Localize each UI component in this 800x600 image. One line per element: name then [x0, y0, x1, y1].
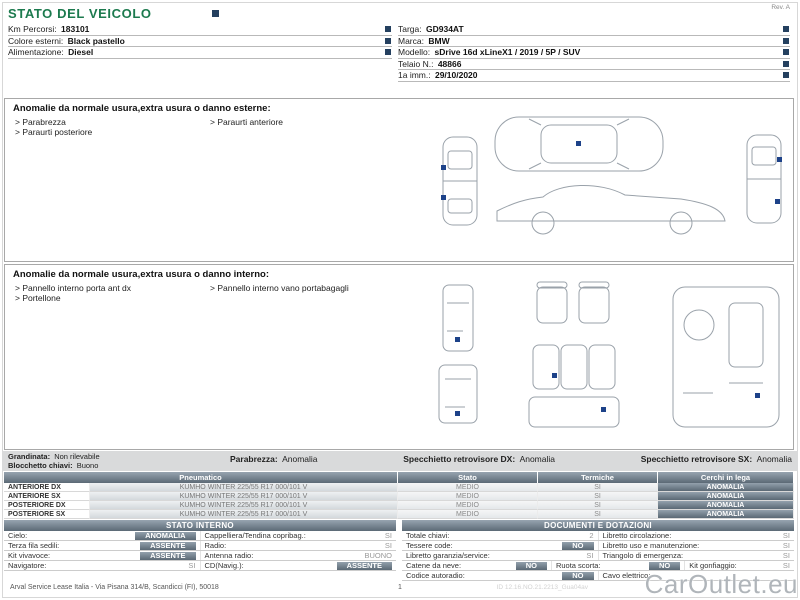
- damage-marker: [777, 157, 782, 162]
- status-badge: ASSENTE: [140, 542, 195, 550]
- field-label: Navigatore:: [8, 561, 47, 570]
- field-marker-icon: [385, 26, 391, 32]
- field-label: Telaio N.:: [398, 58, 434, 69]
- status-badge: ASSENTE: [337, 562, 392, 570]
- summary-item: [403, 454, 555, 464]
- table-row: [402, 551, 794, 561]
- tire-stato: MEDIO: [398, 483, 538, 492]
- field-pair: [598, 551, 795, 560]
- interior-damage-markers: [455, 337, 760, 416]
- table-row: [4, 531, 396, 541]
- field-value: SI: [782, 551, 790, 560]
- tire-cerchi-status: ANOMALIA: [658, 492, 794, 501]
- damage-marker: [775, 199, 780, 204]
- field-label: Colore esterni:: [8, 35, 64, 46]
- field-value: BMW: [428, 35, 450, 46]
- external-anomalies-col1: [15, 118, 205, 137]
- field-pair: [4, 541, 200, 550]
- field-label: Antenna radio:: [204, 551, 254, 560]
- field-label: Libretto garanzia/service:: [406, 551, 490, 560]
- vehicle-info-left: [8, 24, 392, 59]
- summary-left: [8, 453, 100, 470]
- table-row: [4, 561, 396, 571]
- status-badge: NO: [516, 562, 547, 570]
- field-value: 183101: [61, 24, 90, 34]
- anomaly-item: > Portellone: [15, 294, 205, 304]
- field-marker-icon: [783, 61, 789, 67]
- summary-value: Anomalia: [756, 454, 792, 464]
- internal-anomalies-section: [4, 264, 794, 450]
- tire-stato: MEDIO: [398, 501, 538, 510]
- tire-spec: KUMHO WINTER 225/55 R17 000/101 V: [90, 492, 398, 501]
- revision-label: Rev. A: [771, 4, 790, 11]
- field-label: Kit vivavoce:: [8, 551, 51, 560]
- field-colore-esterni: [8, 36, 392, 48]
- status-badge: NO: [649, 562, 680, 570]
- tires-header-cerchi: Cerchi in lega: [658, 472, 794, 483]
- field-value: SI: [782, 541, 790, 550]
- field-label: Catene da neve:: [406, 561, 462, 570]
- dashboard-view: [673, 287, 779, 427]
- table-row: [402, 541, 794, 551]
- field-telaio: [398, 59, 790, 71]
- anomaly-item: > Parabrezza: [15, 118, 205, 128]
- field-value: SI: [188, 561, 196, 570]
- field-pair: [598, 541, 795, 550]
- field-label: Cielo:: [8, 531, 28, 540]
- stato-interno-title: STATO INTERNO: [4, 520, 396, 531]
- field-pair: [200, 531, 397, 540]
- interior-car-diagram: [433, 273, 789, 445]
- internal-anomalies-title: Anomalie da normale usura,extra usura o danno interno:: [13, 269, 270, 280]
- status-badge: ASSENTE: [140, 552, 195, 560]
- field-modello: [398, 47, 790, 59]
- field-label: CD(Navig.):: [204, 561, 244, 570]
- field-value: 29/10/2020: [434, 70, 478, 80]
- summary-right: [230, 454, 792, 464]
- table-row: [402, 531, 794, 541]
- tire-position: POSTERIORE SX: [4, 510, 90, 519]
- field-pair: [200, 541, 397, 550]
- tires-header-pneumatico: Pneumatico: [4, 472, 398, 483]
- footer-address: Arval Service Lease Italia - Via Pisana 314/B, Scandicci (FI), 50018: [10, 584, 219, 591]
- tire-cerchi-status: ANOMALIA: [658, 483, 794, 492]
- field-value: sDrive 16d xLineX1 / 2019 / 5P / SUV: [434, 47, 581, 57]
- documenti-title: DOCUMENTI E DOTAZIONI: [402, 520, 794, 531]
- tire-stato: MEDIO: [398, 492, 538, 501]
- field-label: Kit gonfiaggio:: [689, 561, 737, 570]
- door-panels: [439, 285, 477, 423]
- table-row: [4, 551, 396, 561]
- field-km-percorsi: [8, 24, 392, 36]
- field-pair: [200, 561, 397, 570]
- field-value: SI: [586, 551, 594, 560]
- field-label: Codice autoradio:: [406, 571, 465, 580]
- seats-plan-view: [529, 282, 619, 427]
- damage-marker: [601, 407, 606, 412]
- exterior-diagram-svg: [433, 103, 789, 257]
- status-badge: NO: [562, 542, 593, 550]
- field-label: Cavo elettrico:: [602, 571, 651, 580]
- damage-marker: [552, 373, 557, 378]
- external-anomalies-section: [4, 98, 794, 262]
- summary-value: Buono: [76, 460, 99, 470]
- anomaly-item: > Paraurti anteriore: [210, 118, 385, 128]
- field-label: Modello:: [398, 47, 431, 57]
- anomaly-item: > Pannello interno vano portabagagli: [210, 284, 385, 294]
- field-alimentazione: [8, 47, 392, 59]
- tire-position: ANTERIORE DX: [4, 483, 90, 492]
- field-pair: [402, 531, 598, 540]
- field-label: 1a imm.:: [398, 70, 431, 80]
- footer-doc-id: ID 12.16.NO.21.2213_Gua04av: [496, 584, 588, 591]
- summary-value: Anomalia: [519, 454, 555, 464]
- title-marker-icon: [212, 10, 219, 17]
- tire-termiche: SI: [538, 483, 658, 492]
- summary-label: Blocchetto chiavi:: [8, 460, 73, 470]
- field-pair: [402, 571, 598, 580]
- field-value: BUONO: [364, 551, 392, 560]
- field-marker-icon: [783, 38, 789, 44]
- summary-item: [230, 454, 318, 464]
- damage-marker: [455, 411, 460, 416]
- tire-termiche: SI: [538, 510, 658, 519]
- stato-interno-table: [4, 520, 396, 571]
- field-prima-immatricolazione: [398, 70, 790, 82]
- summary-value: Anomalia: [282, 454, 318, 464]
- field-value: 2: [589, 531, 594, 540]
- tire-cerchi-status: ANOMALIA: [658, 501, 794, 510]
- field-label: Triangolo di emergenza:: [602, 551, 684, 560]
- field-label: Cappelliera/Tendina copribag.:: [204, 531, 306, 540]
- damage-marker: [455, 337, 460, 342]
- tire-position: POSTERIORE DX: [4, 501, 90, 510]
- field-marker-icon: [783, 26, 789, 32]
- summary-label: Specchietto retrovisore SX:: [640, 454, 753, 464]
- field-pair: [4, 551, 200, 560]
- summary-label: Specchietto retrovisore DX:: [403, 454, 516, 464]
- field-pair: [402, 561, 551, 570]
- field-label: Radio:: [204, 541, 227, 550]
- summary-value: Non rilevabile: [54, 452, 100, 461]
- summary-item: [641, 454, 792, 464]
- field-pair: [402, 551, 598, 560]
- car-rear-view: [747, 135, 781, 223]
- field-label: Totale chiavi:: [406, 531, 450, 540]
- anomaly-item: > Pannello interno porta ant dx: [15, 284, 205, 294]
- damage-marker: [441, 165, 446, 170]
- tire-termiche: SI: [538, 492, 658, 501]
- tires-table: [4, 472, 794, 519]
- field-value: SI: [384, 531, 392, 540]
- tire-stato: MEDIO: [398, 510, 538, 519]
- field-value: SI: [782, 561, 790, 570]
- summary-label: Grandinata:: [8, 452, 51, 461]
- tire-spec: KUMHO WINTER 225/55 R17 000/101 V: [90, 483, 398, 492]
- field-targa: [398, 24, 790, 36]
- field-label: Ruota scorta:: [555, 561, 601, 570]
- field-label: Tessere code:: [406, 541, 453, 550]
- field-label: Terza fila sedili:: [8, 541, 60, 550]
- field-marker-icon: [783, 72, 789, 78]
- field-value: Diesel: [68, 47, 94, 57]
- damage-marker: [441, 195, 446, 200]
- page-title: STATO DEL VEICOLO: [8, 6, 152, 21]
- summary-label: Parabrezza:: [230, 454, 278, 464]
- page-number: 1: [398, 584, 402, 591]
- external-anomalies-col2: [210, 118, 385, 128]
- field-label: Libretto circolazione:: [602, 531, 672, 540]
- field-marker-icon: [385, 38, 391, 44]
- field-label: Alimentazione:: [8, 47, 64, 57]
- summary-item: [8, 462, 100, 471]
- field-value: SI: [384, 541, 392, 550]
- field-label: Targa:: [398, 24, 422, 34]
- field-marker-icon: [385, 49, 391, 55]
- field-marca: [398, 36, 790, 48]
- field-value: Black pastello: [67, 35, 125, 46]
- field-pair: [402, 541, 598, 550]
- interior-diagram-svg: [433, 273, 789, 445]
- tires-header-termiche: Termiche: [538, 472, 658, 483]
- field-value: GD934AT: [426, 24, 464, 34]
- field-value: SI: [782, 531, 790, 540]
- damage-marker: [576, 141, 581, 146]
- car-side-view: [497, 185, 725, 234]
- field-label: Libretto uso e manutenzione:: [602, 541, 700, 550]
- exterior-damage-markers: [441, 141, 782, 204]
- tire-cerchi-status: ANOMALIA: [658, 510, 794, 519]
- field-value: 48866: [437, 58, 462, 69]
- field-label: Marca:: [398, 35, 424, 46]
- tire-spec: KUMHO WINTER 225/55 R17 000/101 V: [90, 501, 398, 510]
- damage-marker: [755, 393, 760, 398]
- status-badge: NO: [562, 572, 593, 580]
- table-row: [4, 541, 396, 551]
- tire-position: ANTERIORE SX: [4, 492, 90, 501]
- field-label: Km Percorsi:: [8, 24, 57, 34]
- car-front-view: [443, 137, 477, 225]
- anomaly-item: > Paraurti posteriore: [15, 128, 205, 138]
- field-pair: [598, 531, 795, 540]
- exterior-car-diagram: [433, 103, 789, 257]
- internal-anomalies-col2: [210, 284, 385, 294]
- status-badge: ANOMALIA: [135, 532, 195, 540]
- field-pair: [4, 531, 200, 540]
- external-anomalies-title: Anomalie da normale usura,extra usura o danno esterne:: [13, 103, 271, 114]
- caroutlet-watermark: CarOutlet.eu: [644, 569, 798, 599]
- field-pair: [200, 551, 397, 560]
- field-pair: [4, 561, 200, 570]
- vehicle-info-right: [398, 24, 790, 82]
- summary-band: [2, 451, 798, 471]
- tires-header-stato: Stato: [398, 472, 538, 483]
- tire-spec: KUMHO WINTER 225/55 R17 000/101 V: [90, 510, 398, 519]
- field-marker-icon: [783, 49, 789, 55]
- tire-termiche: SI: [538, 501, 658, 510]
- internal-anomalies-col1: [15, 284, 205, 303]
